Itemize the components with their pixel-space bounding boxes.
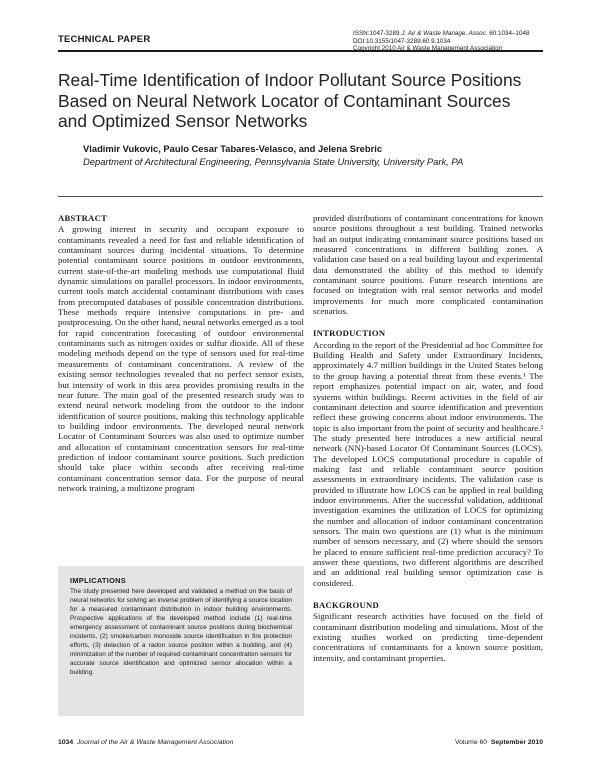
paper-title: Real-Time Identification of Indoor Pollutant Source Positions Based on Neural Network Locator of Contaminant Sources and Optimized Sensor Networks (58, 70, 522, 132)
doi-line: DOI:10.3155/1047-3289.60.9.1034 (353, 37, 451, 45)
issn-line: ISSN:1047-3289 J. Air & Waste Manage. Assoc. 60:1034–1048 (353, 30, 530, 37)
affiliation: Department of Architectural Engineering, Pennsylvania State University, University Park, PA (83, 156, 464, 167)
implications-text: The study presented here developed and validated a method on the basis of neural networks for solving an inverse problem of identifying a source location for a measured contaminant distribution in indoor building environments. Prospective applications of the developed method include (1) real-time emergency assessment of contaminant source positions during biochemical incidents, (2) smoke/carbon monoxide source identification in fire protection efforts, (3) detection of a radon source position within a building, and (4) minimization of the number of required contaminant concentration sensors for accurate source identification and optimized sensor allocation within a building. (70, 588, 292, 677)
footer-date: September 2010 (490, 739, 543, 746)
background-heading: BACKGROUND (313, 600, 380, 611)
author-list: Vladimir Vukovic, Paulo Cesar Tabares-Velasco, and Jelena Srebric (83, 143, 383, 154)
background-text: Significant research activities have focused on the field of contaminant distribution modeling and simulations. Most of the existing studies worked on predicting time-dependent concentrations of contaminants for a known source position, intensity, and contaminant properties. (313, 611, 543, 663)
footer-journal: Journal of the Air & Waste Management Association (76, 739, 234, 746)
abstract-section (58, 213, 304, 493)
citation-block (353, 30, 530, 53)
journal-abbrev: J. Air & Waste Manage. Assoc. (401, 30, 488, 37)
introduction-heading: INTRODUCTION (313, 328, 386, 339)
copyright-line: Copyright 2010 Air & Waste Management Association (353, 45, 503, 53)
abstract-heading: ABSTRACT (58, 213, 108, 223)
implications-box (58, 566, 304, 716)
footer-left (58, 739, 233, 746)
abstract-continuation: provided distributions of contaminant concentrations for known source positions throughout a test building. Trained networks had an output indicating contaminant source positions based on measured concentrations in different building zones. A validation case based on a real building layout and experimental data demonstrated the ability of this method to identify contaminant source positions. Future research intentions are focused on integration with real sensor networks and model improvements for much more complicated contamination scenarios. (313, 213, 543, 317)
introduction-text: According to the report of the Presidential ad hoc Committee for Building Health and Safety under Extraordinary Incidents, approximately 4.7 million buildings in the United States belong to the group having a potential threat from these events.¹ The report emphasizes potential impact on air, water, and food systems within buildings. Recent activities in the field of air contaminant detection and source identification and prevention reflect these growing concerns about indoor environments. The topic is also important from the point of security and healthcare.² The study presented here introduces a new artificial neural network (NN)-based Locator Of Contaminant Sources (LOCS). The developed LOCS computational procedure is capable of making fast and reliable contaminant source position assessments in extraordinary incidents. The validation case is provided to illustrate how LOCS can be applied in real building indoor environments. After the successful validation, additional investigation examines the utilization of LOCS for optimizing the number and allocation of indoor contaminant concentration sensors. The main two questions are (1) what is the minimum number of sensors necessary, and (2) where should the sensors be placed to ensure sufficient real-time prediction accuracy? To answer these questions, two different algorithms are described and an additional real building sensor optimization case is considered. (313, 339, 543, 588)
section-label: TECHNICAL PAPER (58, 34, 151, 45)
abstract-text: A growing interest in security and occupant exposure to contaminants revealed a need for fast and reliable identification of contaminant sources during incidental situations. To determine potential contaminant source positions in outdoor environments, current state-of-the-art modeling methods use computational fluid dynamic simulations on parallel processors. In indoor environments, current tools match accidental contaminant distributions with cases from precomputed databases of possible concentration distributions. These methods require intensive computations in pre- and postprocessing. On the other hand, neural networks emerged as a tool for rapid concentration forecasting of outdoor environmental contaminants such as nitrogen oxides or sulfur dioxide. All of these modeling methods depend on the type of sensors used for real-time measurements of contaminant concentrations. A review of the existing sensor technologies revealed that no perfect sensor exists, but intensity of work in this area provides promising results in the near future. The main goal of the presented research study was to extend neural network modeling from the outdoor to the indoor identification of source positions, making this technology applicable to building indoor environments. The developed neural network Locator of Contaminant Sources was also used to optimize number and allocation of contaminant concentration sensors for real-time prediction of indoor contaminant source positions. Such prediction should take place within seconds after receiving real-time contaminant concentration sensor data. For the purpose of neural network training, a multizone program (58, 224, 304, 493)
page-number: 1034 (58, 739, 74, 746)
divider (58, 196, 543, 197)
right-column (313, 213, 543, 663)
footer-right (455, 739, 543, 746)
footer-volume: Volume 60 (454, 739, 488, 746)
implications-heading: IMPLICATIONS (70, 576, 127, 585)
